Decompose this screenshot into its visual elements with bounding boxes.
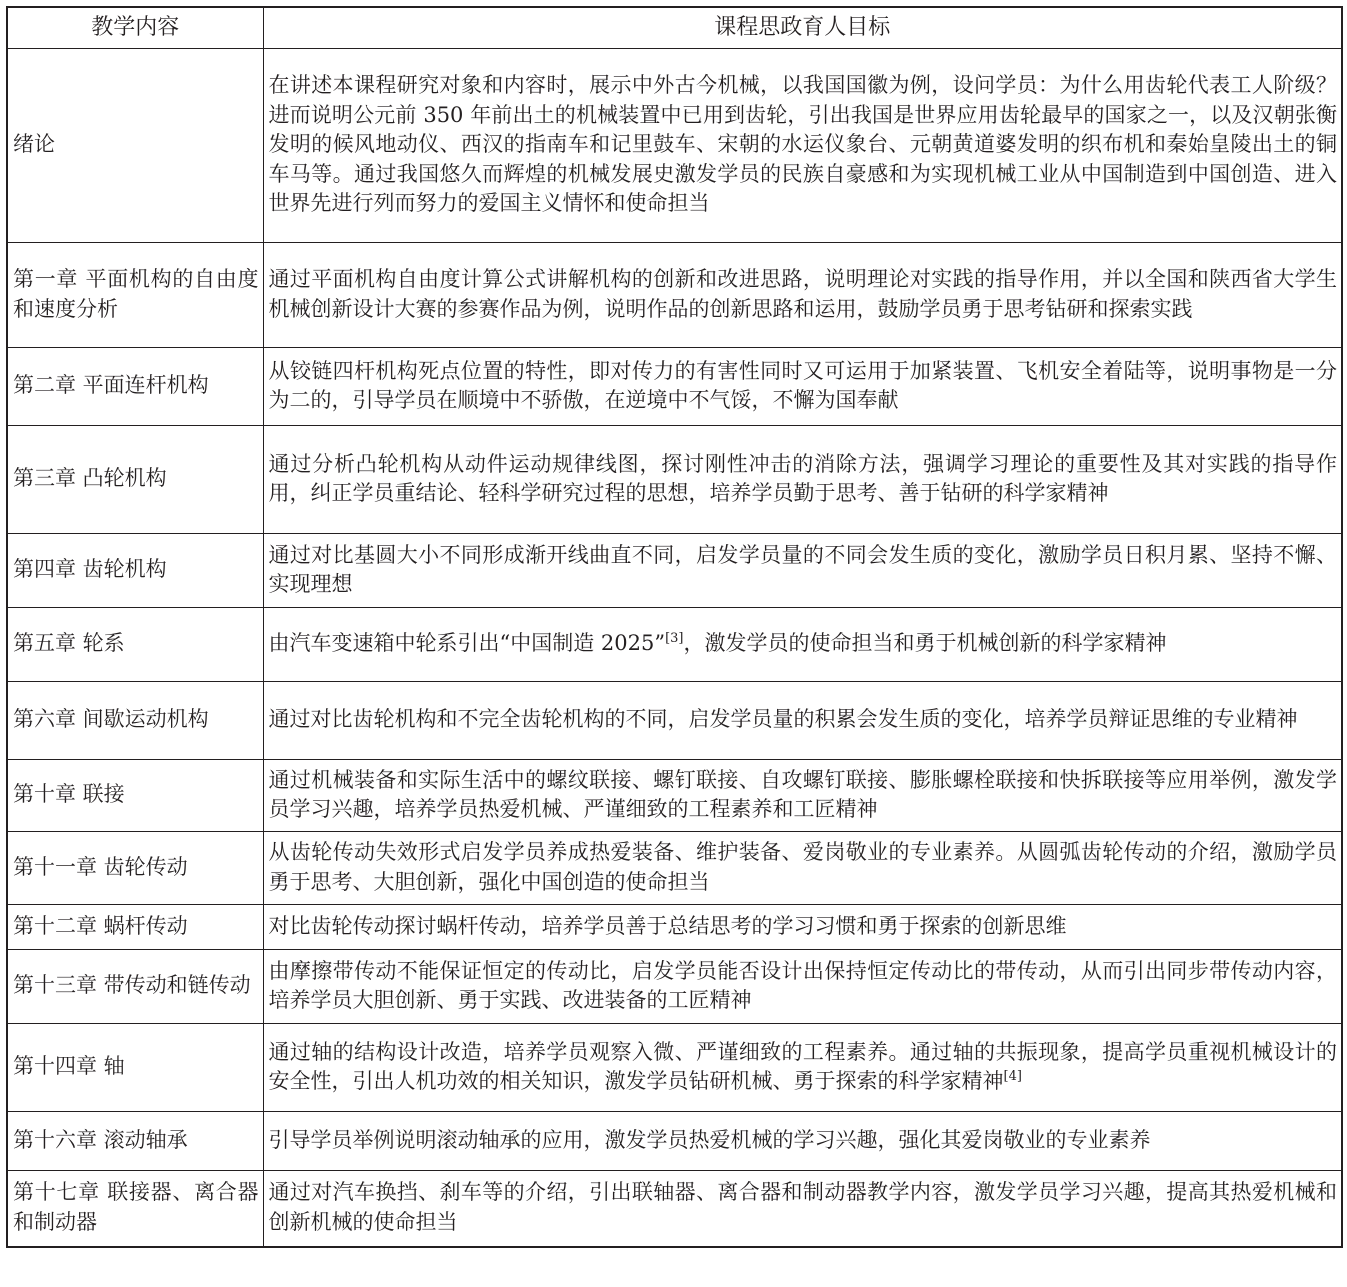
chapter-cell: 第十七章 联接器、离合器和制动器 [7, 1171, 263, 1247]
goal-cell: 引导学员举例说明滚动轴承的应用，激发学员热爱机械的学习兴趣，强化其爱岗敬业的专业素养 [263, 1112, 1342, 1171]
table-row [7, 1112, 1342, 1171]
goal-cell: 对比齿轮传动探讨蜗杆传动，培养学员善于总结思考的学习习惯和勇于探索的创新思维 [263, 905, 1342, 950]
goal-cell: 通过分析凸轮机构从动件运动规律线图，探讨刚性冲击的消除方法，强调学习理论的重要性及其对实践的指导作用，纠正学员重结论、轻科学研究过程的思想，培养学员勤于思考、善于钻研的科学家精神 [263, 426, 1342, 534]
citation-ref: [4] [1003, 1069, 1022, 1084]
goal-cell: 通过平面机构自由度计算公式讲解机构的创新和改进思路，说明理论对实践的指导作用，并以全国和陕西省大学生机械创新设计大赛的参赛作品为例，说明作品的创新思路和运用，鼓励学员勇于思考钻研和探索实践 [263, 243, 1342, 348]
table-header [7, 7, 1342, 49]
chapter-cell: 第十二章 蜗杆传动 [7, 905, 263, 950]
document-page [6, 6, 1341, 1248]
table-row [7, 832, 1342, 905]
chapter-cell: 第四章 齿轮机构 [7, 534, 263, 608]
chapter-cell: 第十章 联接 [7, 760, 263, 832]
chapter-cell: 第十三章 带传动和链传动 [7, 950, 263, 1024]
chapter-cell: 绪论 [7, 49, 263, 243]
goal-cell: 通过对汽车换挡、刹车等的介绍，引出联轴器、离合器和制动器教学内容，激发学员学习兴趣，提高其热爱机械和创新机械的使命担当 [263, 1171, 1342, 1247]
goal-cell [263, 608, 1342, 682]
table-row [7, 243, 1342, 348]
header-teaching-content: 教学内容 [7, 7, 263, 49]
table-row [7, 1171, 1342, 1247]
table-body [7, 49, 1342, 1247]
chapter-cell: 第十六章 滚动轴承 [7, 1112, 263, 1171]
table-row [7, 950, 1342, 1024]
header-row [7, 7, 1342, 49]
goal-text-continued: ，激发学员的使命担当和勇于机械创新的科学家精神 [683, 631, 1167, 656]
goal-cell: 从铰链四杆机构死点位置的特性，即对传力的有害性同时又可运用于加紧装置、飞机安全着陆等，说明事物是一分为二的，引导学员在顺境中不骄傲，在逆境中不气馁，不懈为国奉献 [263, 348, 1342, 426]
goal-cell: 由摩擦带传动不能保证恒定的传动比，启发学员能否设计出保持恒定传动比的带传动，从而引出同步带传动内容，培养学员大胆创新、勇于实践、改进装备的工匠精神 [263, 950, 1342, 1024]
chapter-cell: 第五章 轮系 [7, 608, 263, 682]
goal-cell: 通过对比齿轮机构和不完全齿轮机构的不同，启发学员量的积累会发生质的变化，培养学员辩证思维的专业精神 [263, 682, 1342, 760]
table-row [7, 348, 1342, 426]
goal-cell: 通过机械装备和实际生活中的螺纹联接、螺钉联接、自攻螺钉联接、膨胀螺栓联接和快拆联接等应用举例，激发学员学习兴趣，培养学员热爱机械、严谨细致的工程素养和工匠精神 [263, 760, 1342, 832]
header-ideological-goal: 课程思政育人目标 [263, 7, 1342, 49]
chapter-cell: 第二章 平面连杆机构 [7, 348, 263, 426]
goal-text: 由汽车变速箱中轮系引出“中国制造 2025” [268, 631, 666, 656]
curriculum-table [6, 6, 1343, 1248]
goal-text: 通过轴的结构设计改造，培养学员观察入微、严谨细致的工程素养。通过轴的共振现象，提高学员重视机械设计的安全性，引出人机功效的相关知识，激发学员钻研机械、勇于探索的科学家精神 [268, 1039, 1337, 1093]
table-row [7, 1024, 1342, 1112]
chapter-cell: 第一章 平面机构的自由度和速度分析 [7, 243, 263, 348]
goal-cell: 在讲述本课程研究对象和内容时，展示中外古今机械，以我国国徽为例，设问学员：为什么用齿轮代表工人阶级？进而说明公元前 350 年前出土的机械装置中已用到齿轮，引出我国是世界应用齿轮最早的国家之一，以及汉朝张衡发明的候风地动仪、西汉的指南车和记里鼓车、宋朝的水运仪象台、元朝黄道婆发明的织布机和秦始皇陵出土的铜车马等。通过我国悠久而辉煌的机械发展史激发学员的民族自豪感和为实现机械工业从中国制造到中国创造、进入世界先进行列而努力的爱国主义情怀和使命担当 [263, 49, 1342, 243]
goal-cell [263, 1024, 1342, 1112]
table-row [7, 760, 1342, 832]
table-row [7, 682, 1342, 760]
chapter-cell: 第十四章 轴 [7, 1024, 263, 1112]
table-row [7, 534, 1342, 608]
chapter-cell: 第三章 凸轮机构 [7, 426, 263, 534]
chapter-cell: 第十一章 齿轮传动 [7, 832, 263, 905]
table-row [7, 49, 1342, 243]
citation-ref: [3] [665, 631, 684, 647]
table-row [7, 426, 1342, 534]
chapter-cell: 第六章 间歇运动机构 [7, 682, 263, 760]
goal-cell: 从齿轮传动失效形式启发学员养成热爱装备、维护装备、爱岗敬业的专业素养。从圆弧齿轮传动的介绍，激励学员勇于思考、大胆创新，强化中国创造的使命担当 [263, 832, 1342, 905]
table-row [7, 608, 1342, 682]
table-row [7, 905, 1342, 950]
goal-cell: 通过对比基圆大小不同形成渐开线曲直不同，启发学员量的不同会发生质的变化，激励学员日积月累、坚持不懈、实现理想 [263, 534, 1342, 608]
